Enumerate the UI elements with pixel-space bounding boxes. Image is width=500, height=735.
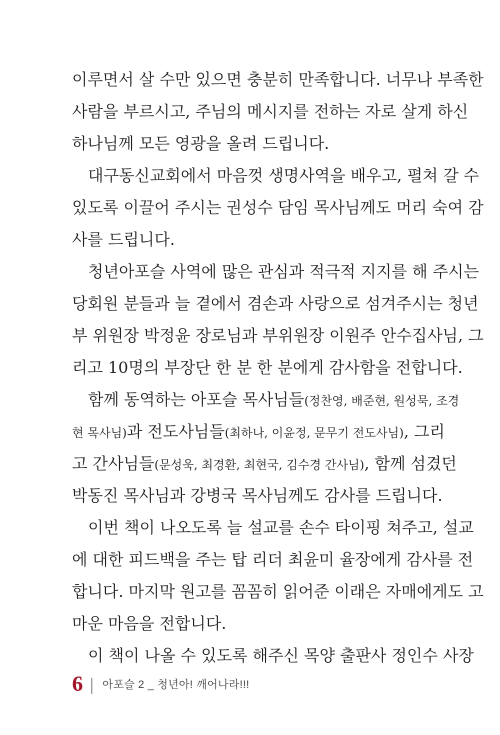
footer-separator: |: [89, 674, 95, 694]
text-line: 청년아포슬 사역에 많은 관심과 적극적 지지를 해 주시는: [88, 262, 480, 281]
names-parenthetical: (문성욱, 최경환, 최현국, 김수경 간사님): [154, 458, 365, 472]
text-line: 이루면서 살 수만 있으면 충분히 만족합니다. 너무나 부족한: [72, 70, 484, 89]
text-line: 리고 10명의 부장단 한 분 한 분에게 감사함을 전합니다.: [72, 358, 463, 377]
text-line: [72, 384, 460, 416]
text-line: 박동진 목사님과 강병국 목사님께도 감사를 드립니다.: [72, 486, 443, 505]
text-line: [72, 416, 445, 448]
body-text: [72, 64, 484, 672]
text-line: 합니다. 마지막 원고를 꼼꼼히 읽어준 이래은 자매에게도 고: [72, 582, 484, 601]
text-line: 에 대한 피드백을 주는 탑 리더 최윤미 율장에게 감사를 전: [72, 550, 474, 569]
text-line: 사람을 부르시고, 주님의 메시지를 전하는 자로 살게 하신: [72, 102, 469, 121]
text-line: 대구동신교회에서 마음껏 생명사역을 배우고, 펼쳐 갈 수: [88, 166, 480, 185]
text-line: 당회원 분들과 늘 곁에서 겸손과 사랑으로 섬겨주시는 청년: [72, 294, 479, 313]
text-line: 이 책이 나올 수 있도록 해주신 목양 출판사 정인수 사장: [88, 646, 474, 665]
names-parenthetical: 현 목사님): [72, 426, 127, 440]
text-run: 과 전도사님들: [126, 422, 225, 441]
running-head: 아포슬 2 _ 청년아! 깨어나라!!!: [102, 679, 250, 691]
text-run: , 그리: [403, 422, 445, 441]
names-parenthetical: (최하나, 이윤정, 문무기 전도사님): [224, 426, 404, 440]
text-line: 마운 마음을 전합니다.: [72, 614, 227, 633]
text-run: 함께 동역하는 아포슬 목사님들: [88, 390, 305, 409]
text-run: 고 간사님들: [72, 454, 155, 473]
names-parenthetical: (정찬영, 배준현, 원성묵, 조경: [304, 394, 460, 408]
page-number: 6: [72, 671, 83, 696]
text-line: 이번 책이 나오도록 늘 설교를 손수 타이핑 쳐주고, 설교: [88, 518, 474, 537]
text-line: 부 위원장 박정윤 장로님과 부위원장 이원주 안수집사님, 그: [72, 326, 484, 345]
page-footer: [72, 672, 249, 696]
text-line: 사를 드립니다.: [72, 230, 175, 249]
text-line: 있도록 이끌어 주시는 권성수 담임 목사님께도 머리 숙여 감: [72, 198, 484, 217]
text-line: 하나님께 모든 영광을 올려 드립니다.: [72, 134, 330, 153]
text-line: [72, 448, 457, 480]
text-run: , 함께 섬겼던: [364, 454, 457, 473]
